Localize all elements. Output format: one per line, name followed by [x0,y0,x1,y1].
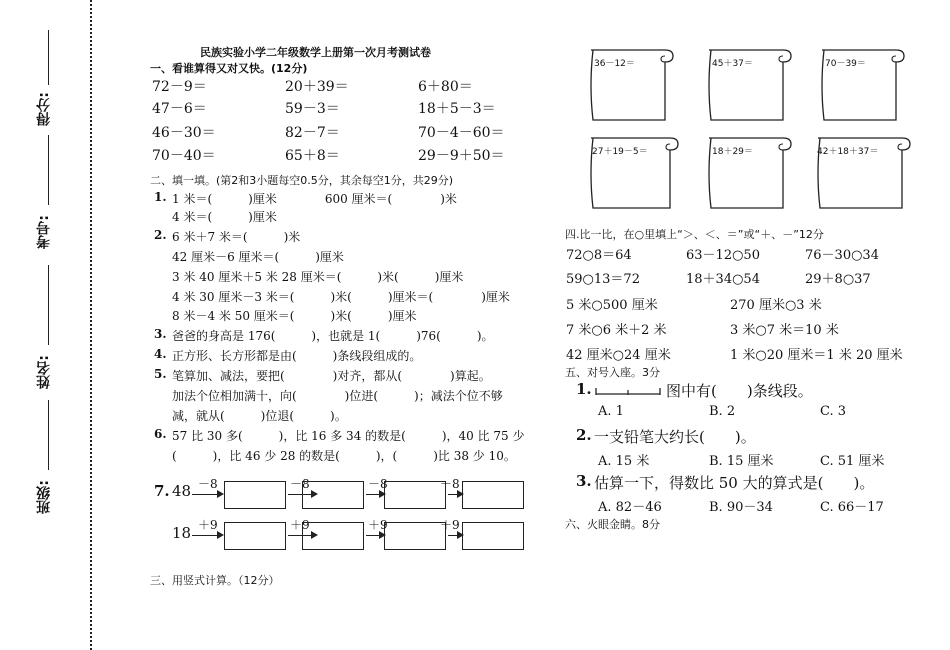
chain-arrow [448,535,462,536]
scroll-problem: 45＋37＝ [712,59,753,69]
chain-arrow [192,535,222,536]
choice-option[interactable]: C. 3 [820,404,847,419]
class-label: 班级: [36,480,52,514]
choice-option[interactable]: B. 2 [709,404,736,419]
compare-item[interactable]: 42 厘米○24 厘米 [566,348,671,363]
score-field-line[interactable] [48,30,49,85]
answer-box[interactable] [384,522,446,550]
chain-arrow [192,494,222,495]
answer-box[interactable] [384,481,446,509]
binding-margin [0,0,92,650]
q-number: 3. [154,327,167,341]
number-label: 考号: [36,215,52,249]
compare-item[interactable]: 72○8＝64 [566,248,632,263]
choice-option[interactable]: B. 15 厘米 [709,454,774,469]
calc-item: 70－4－60＝ [418,125,505,141]
section5-title: 五、对号入座。3分 [565,366,660,379]
calc-item: 29－9＋50＝ [418,148,505,164]
answer-box[interactable] [224,522,286,550]
name-label: 姓名: [36,355,52,389]
class-field-line[interactable] [48,400,49,470]
compare-item[interactable]: 63－12○50 [686,248,760,263]
name-field-line[interactable] [48,265,49,345]
answer-box[interactable] [462,522,524,550]
scroll-problem: 27＋19－5＝ [592,147,648,157]
fill-line: 笔算加、减法，要把( )对齐，都从( )算起。 [172,369,491,383]
fill-line: 加法个位相加满十，向( )位进( )；减法个位不够 [172,389,503,403]
fill-line: 减，就从( )位退( )。 [172,409,347,423]
calc-item: 65＋8＝ [285,148,340,164]
compare-item[interactable]: 18＋34○54 [686,272,760,287]
choice-option[interactable]: B. 90－34 [709,500,773,515]
chain-arrow [366,494,384,495]
calc-item: 6＋80＝ [418,79,473,95]
scroll-problem: 42＋18＋37＝ [817,147,879,157]
q-number: 3. [576,472,592,490]
choice-option[interactable]: A. 15 米 [598,454,650,469]
compare-item[interactable]: 1 米○20 厘米＝1 米 20 厘米 [730,348,903,363]
choice-question: 估算一下，得数比 50 大的算式是( )。 [594,474,875,492]
choice-option[interactable]: A. 82－46 [598,500,662,515]
chain-op: ＋9 [198,518,218,532]
compare-item[interactable]: 76－30○34 [805,248,879,263]
answer-box[interactable] [224,481,286,509]
fill-line: 4 米 30 厘米－3 米＝( )米( )厘米＝( )厘米 [172,290,510,304]
q-number: 4. [154,347,167,361]
choice-option[interactable]: A. 1 [598,404,624,419]
fill-line: 正方形、长方形都是由( )条线段组成的。 [172,349,422,363]
fill-line: 57 比 30 多( )，比 16 多 34 的数是( )，40 比 75 少 [172,429,525,443]
calc-item: 18＋5－3＝ [418,101,496,117]
answer-box[interactable] [462,481,524,509]
number-field-line[interactable] [48,135,49,205]
section1-title: 一、看谁算得又对又快。(12分) [150,62,308,75]
fill-line: 1 米＝( )厘米 600 厘米＝( )米 [172,192,457,206]
compare-item[interactable]: 29＋8○37 [805,272,871,287]
fill-line: 8 米－4 米 50 厘米＝( )米( )厘米 [172,309,417,323]
calc-item: 20＋39＝ [285,79,349,95]
chain-arrow [366,535,384,536]
fill-line: 42 厘米－6 厘米＝( )厘米 [172,250,344,264]
calc-item: 47－6＝ [152,101,207,117]
compare-item[interactable]: 270 厘米○3 米 [730,298,822,313]
fill-line: 3 米 40 厘米＋5 米 28 厘米＝( )米( )厘米 [172,270,464,284]
binding-dotted-line [90,0,92,650]
q-number: 2. [154,228,167,242]
choice-question: 图中有( )条线段。 [666,382,813,400]
choice-question: 一支铅笔大约长( )。 [594,428,756,446]
q-number: 7. [154,482,170,500]
fill-line: 爸爸的身高是 176( )，也就是 1( )76( )。 [172,329,494,343]
chain-op: －8 [368,477,388,491]
answer-box[interactable] [302,481,364,509]
page-title: 民族实验小学二年级数学上册第一次月考测试卷 [200,46,431,59]
fill-line: 4 米＝( )厘米 [172,210,277,224]
choice-option[interactable]: C. 66－17 [820,500,884,515]
compare-item[interactable]: 59○13＝72 [566,272,640,287]
calc-item: 82－7＝ [285,125,340,141]
calc-item: 46－30＝ [152,125,216,141]
chain-op: －8 [290,477,310,491]
chain-op: ＋9 [368,518,388,532]
chain-op: －8 [440,477,460,491]
score-label: 得分: [36,92,52,126]
section4-title: 四.比一比，在○里填上“＞、＜、＝”或“＋、－”12分 [565,228,824,241]
scroll-problem: 18＋29＝ [712,147,753,157]
chain-op: ＋9 [290,518,310,532]
choice-option[interactable]: C. 51 厘米 [820,454,885,469]
line-segment-figure [594,386,662,398]
chain-start-value: 18 [172,524,192,542]
q-number: 1. [154,190,167,204]
q-number: 5. [154,367,167,381]
compare-item[interactable]: 7 米○6 米＋2 米 [566,323,667,338]
compare-item[interactable]: 5 米○500 厘米 [566,298,658,313]
section3-title: 三、用竖式计算。（12分） [150,574,280,587]
section2-title: 二、填一填。(第2和3小题每空0.5分，其余每空1分，共29分) [150,174,454,187]
chain-arrow [448,494,462,495]
q-number: 6. [154,427,167,441]
q-number: 2. [576,426,592,444]
scroll-problem: 70－39＝ [825,59,866,69]
section6-title: 六、火眼金睛。8分 [565,518,660,531]
calc-item: 59－3＝ [285,101,340,117]
chain-op: ＋9 [440,518,460,532]
chain-start-value: 48 [172,482,192,500]
fill-line: 6 米＋7 米＝( )米 [172,230,301,244]
scroll-problem: 36－12＝ [594,59,635,69]
chain-op: －8 [198,477,218,491]
calc-item: 72－9＝ [152,79,207,95]
calc-item: 70－40＝ [152,148,216,164]
q-number: 1. [576,380,592,398]
answer-box[interactable] [302,522,364,550]
compare-item[interactable]: 3 米○7 米＝10 米 [730,323,839,338]
fill-line: ( )，比 46 少 28 的数是( )，( )比 38 少 10。 [172,449,516,463]
